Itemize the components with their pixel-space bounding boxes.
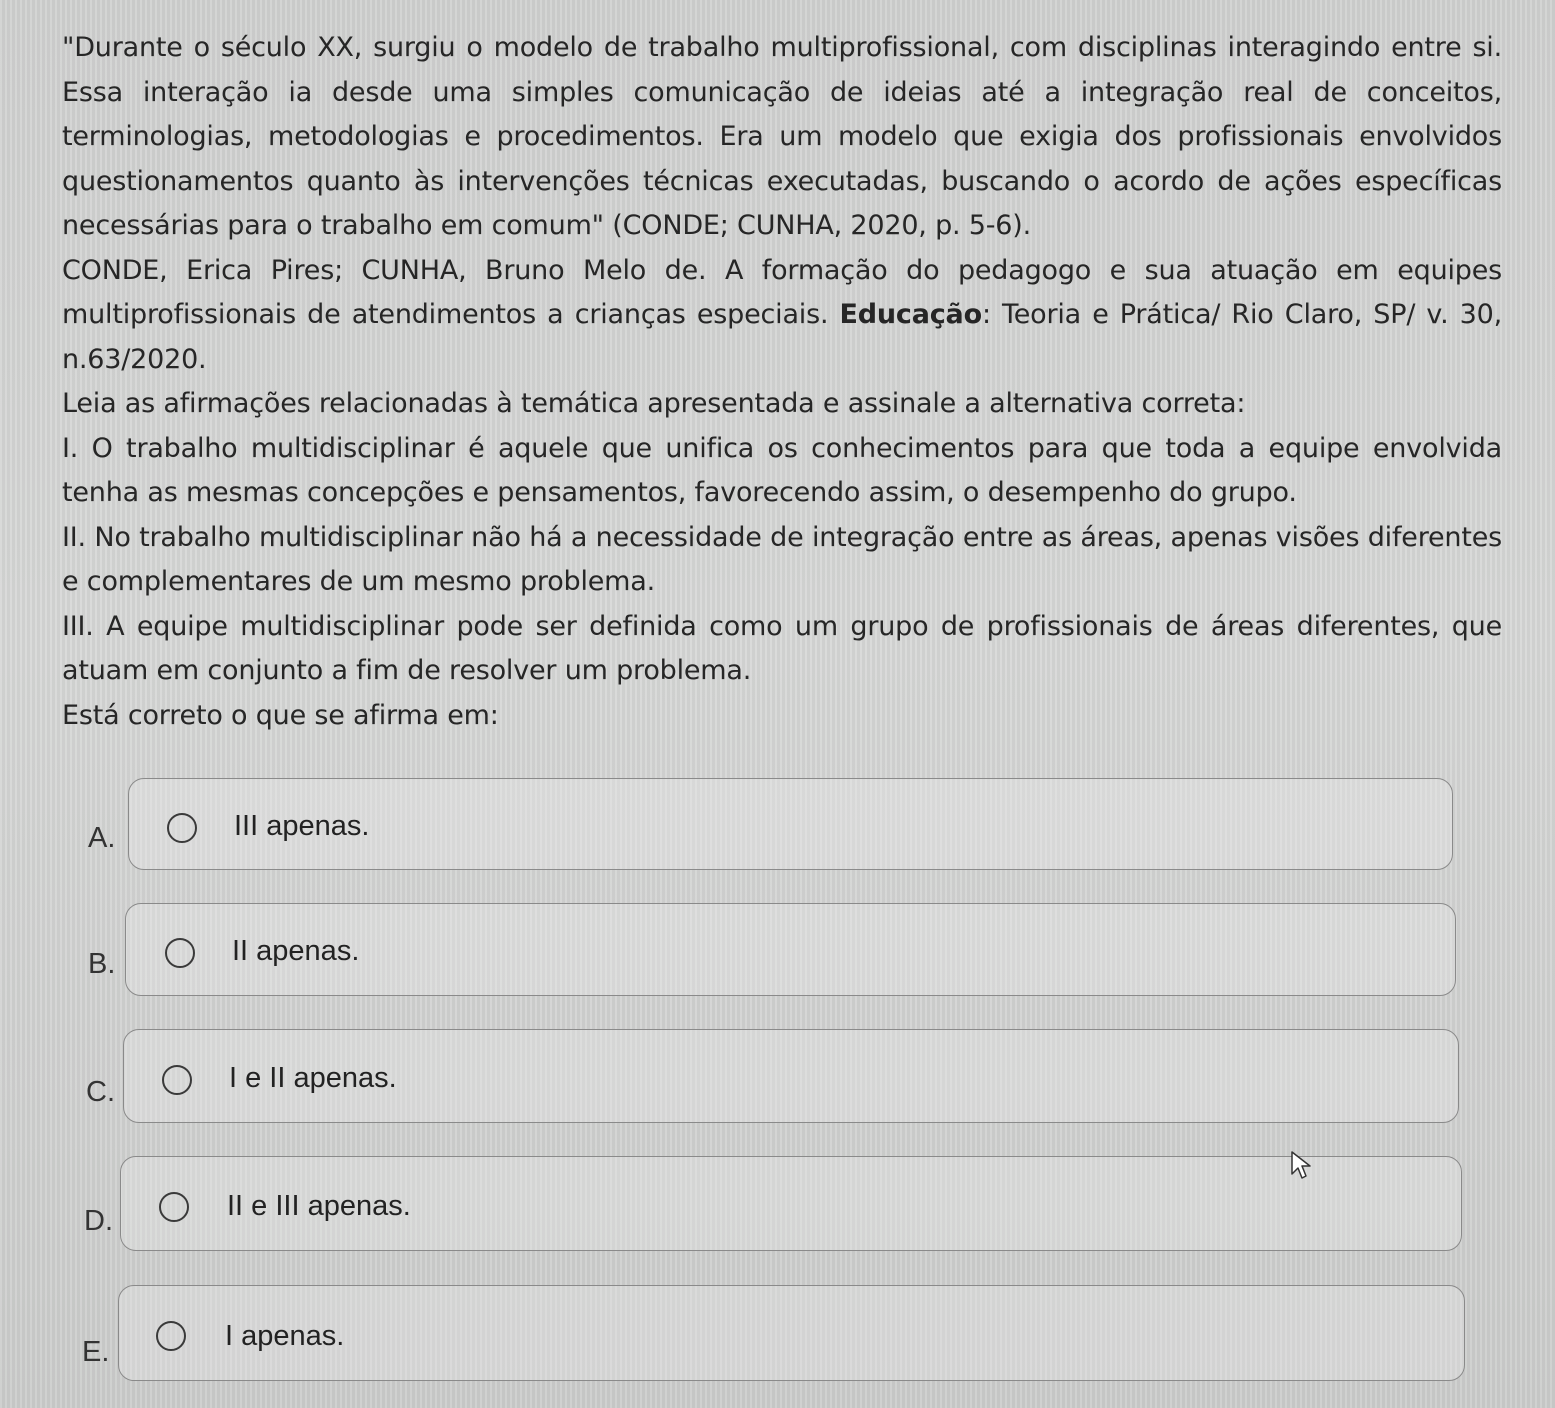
question-instruction: Leia as afirmações relacionadas à temática apresentada e assinale a alternativa correta:	[62, 388, 1246, 419]
alternative-letter: B.	[88, 948, 116, 980]
alternative-text: I e II apenas.	[229, 1062, 397, 1094]
question-quote: "Durante o século XX, surgiu o modelo de trabalho multiprofissional, com disciplinas interagindo entre si. Essa interação ia desde uma simples comunicação de ideias até a integração real de conceitos, terminologias, metodologias e procedimentos. Era um modelo que exigia dos profissionais envolvidos questionamentos quanto às intervenções técnicas executadas, buscando o acordo de ações específicas necessárias para o trabalho em comum" (CONDE; CUNHA, 2020, p. 5-6).	[62, 32, 1502, 241]
alternative-text: II apenas.	[232, 935, 360, 967]
radio-button-empty-icon[interactable]	[165, 938, 195, 968]
radio-button-empty-icon[interactable]	[167, 813, 197, 843]
reference-authors-title: CONDE, Erica Pires; CUNHA, Bruno Melo de. A formação do pedagogo e sua atuação em equipes multiprofissionais de atendimentos a crianças especiais.	[62, 254, 1502, 330]
alternative-text: II e III apenas.	[227, 1190, 411, 1222]
reference-details: : Teoria e Prática/ Rio Claro, SP/ v. 30, n.63/2020.	[62, 299, 1502, 375]
alternative-text: I apenas.	[225, 1320, 345, 1352]
statement-3: III. A equipe multidisciplinar pode ser definida como um grupo de profissionais de áreas diferentes, que atuam em conjunto a fim de resolver um problema.	[62, 610, 1502, 686]
radio-button-empty-icon[interactable]	[162, 1065, 192, 1095]
reference-journal: Educação	[839, 299, 982, 330]
alternative-letter: D.	[84, 1205, 113, 1237]
statement-2: II. No trabalho multidisciplinar não há a necessidade de integração entre as áreas, apenas visões diferentes e complementares de um mesmo problema.	[62, 521, 1502, 597]
alternative-letter: E.	[82, 1336, 110, 1368]
radio-button-empty-icon[interactable]	[156, 1321, 186, 1351]
statement-1: I. O trabalho multidisciplinar é aquele que unifica os conhecimentos para que toda a equipe envolvida tenha as mesmas concepções e pensamentos, favorecendo assim, o desempenho do grupo.	[62, 432, 1502, 508]
alternative-letter: A.	[88, 822, 116, 854]
mouse-pointer-icon	[1290, 1150, 1314, 1180]
question-prompt: Está correto o que se afirma em:	[62, 699, 499, 731]
alternative-text: III apenas.	[234, 810, 370, 842]
alternative-letter: C.	[86, 1076, 115, 1108]
radio-button-empty-icon[interactable]	[159, 1192, 189, 1222]
